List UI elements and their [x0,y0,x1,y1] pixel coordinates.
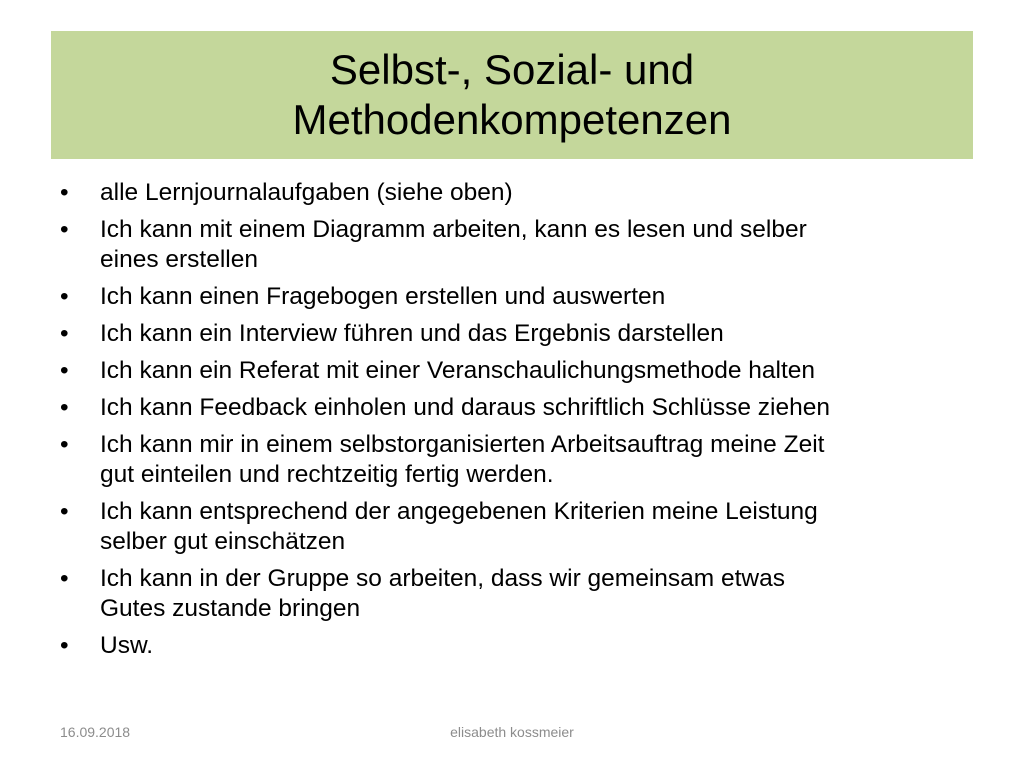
bullet-item [60,497,965,557]
bullet-text-continued: selber gut einschätzen [100,528,346,555]
bullet-list [60,178,965,668]
bullet-text: Ich kann Feedback einholen und daraus schriftlich Schlüsse ziehen [100,394,830,421]
bullet-text: Usw. [100,632,154,659]
footer-author: elisabeth kossmeier [450,724,574,740]
bullet-item [60,393,965,423]
bullet-text: Ich kann ein Referat mit einer Veranschaulichungsmethode halten [100,357,816,384]
bullet-text-continued: gut einteilen und rechtzeitig fertig werden. [100,461,554,488]
bullet-item [60,215,965,275]
bullet-dot: • [60,431,69,458]
bullet-text: alle Lernjournalaufgaben (siehe oben) [100,179,513,206]
bullet-dot: • [60,216,69,243]
slide-title-line-1: Selbst-, Sozial- und [329,46,695,93]
bullet-text: Ich kann entsprechend der angegebenen Kriterien meine Leistung [100,498,818,525]
bullet-item [60,282,965,312]
bullet-dot: • [60,498,69,525]
title-band [51,31,973,159]
bullet-dot: • [60,320,69,347]
bullet-text: Ich kann mir in einem selbstorganisierten Arbeitsauftrag meine Zeit [100,431,825,458]
bullet-dot: • [60,632,69,659]
bullet-dot: • [60,283,69,310]
bullet-item [60,178,965,208]
bullet-text: Ich kann in der Gruppe so arbeiten, dass wir gemeinsam etwas [100,565,785,592]
bullet-item [60,564,965,624]
bullet-item [60,631,965,661]
bullet-dot: • [60,565,69,592]
bullet-item [60,430,965,490]
slide-title-line-2: Methodenkompetenzen [292,96,732,143]
bullet-item [60,319,965,349]
bullet-dot: • [60,357,69,384]
bullet-text: Ich kann mit einem Diagramm arbeiten, kann es lesen und selber [100,216,807,243]
bullet-dot: • [60,179,69,206]
bullet-text-continued: eines erstellen [100,246,258,273]
bullet-item [60,356,965,386]
bullet-dot: • [60,394,69,421]
bullet-text: Ich kann einen Fragebogen erstellen und auswerten [100,283,666,310]
footer-date: 16.09.2018 [60,724,131,740]
bullet-text: Ich kann ein Interview führen und das Ergebnis darstellen [100,320,724,347]
bullet-text-continued: Gutes zustande bringen [100,595,361,622]
